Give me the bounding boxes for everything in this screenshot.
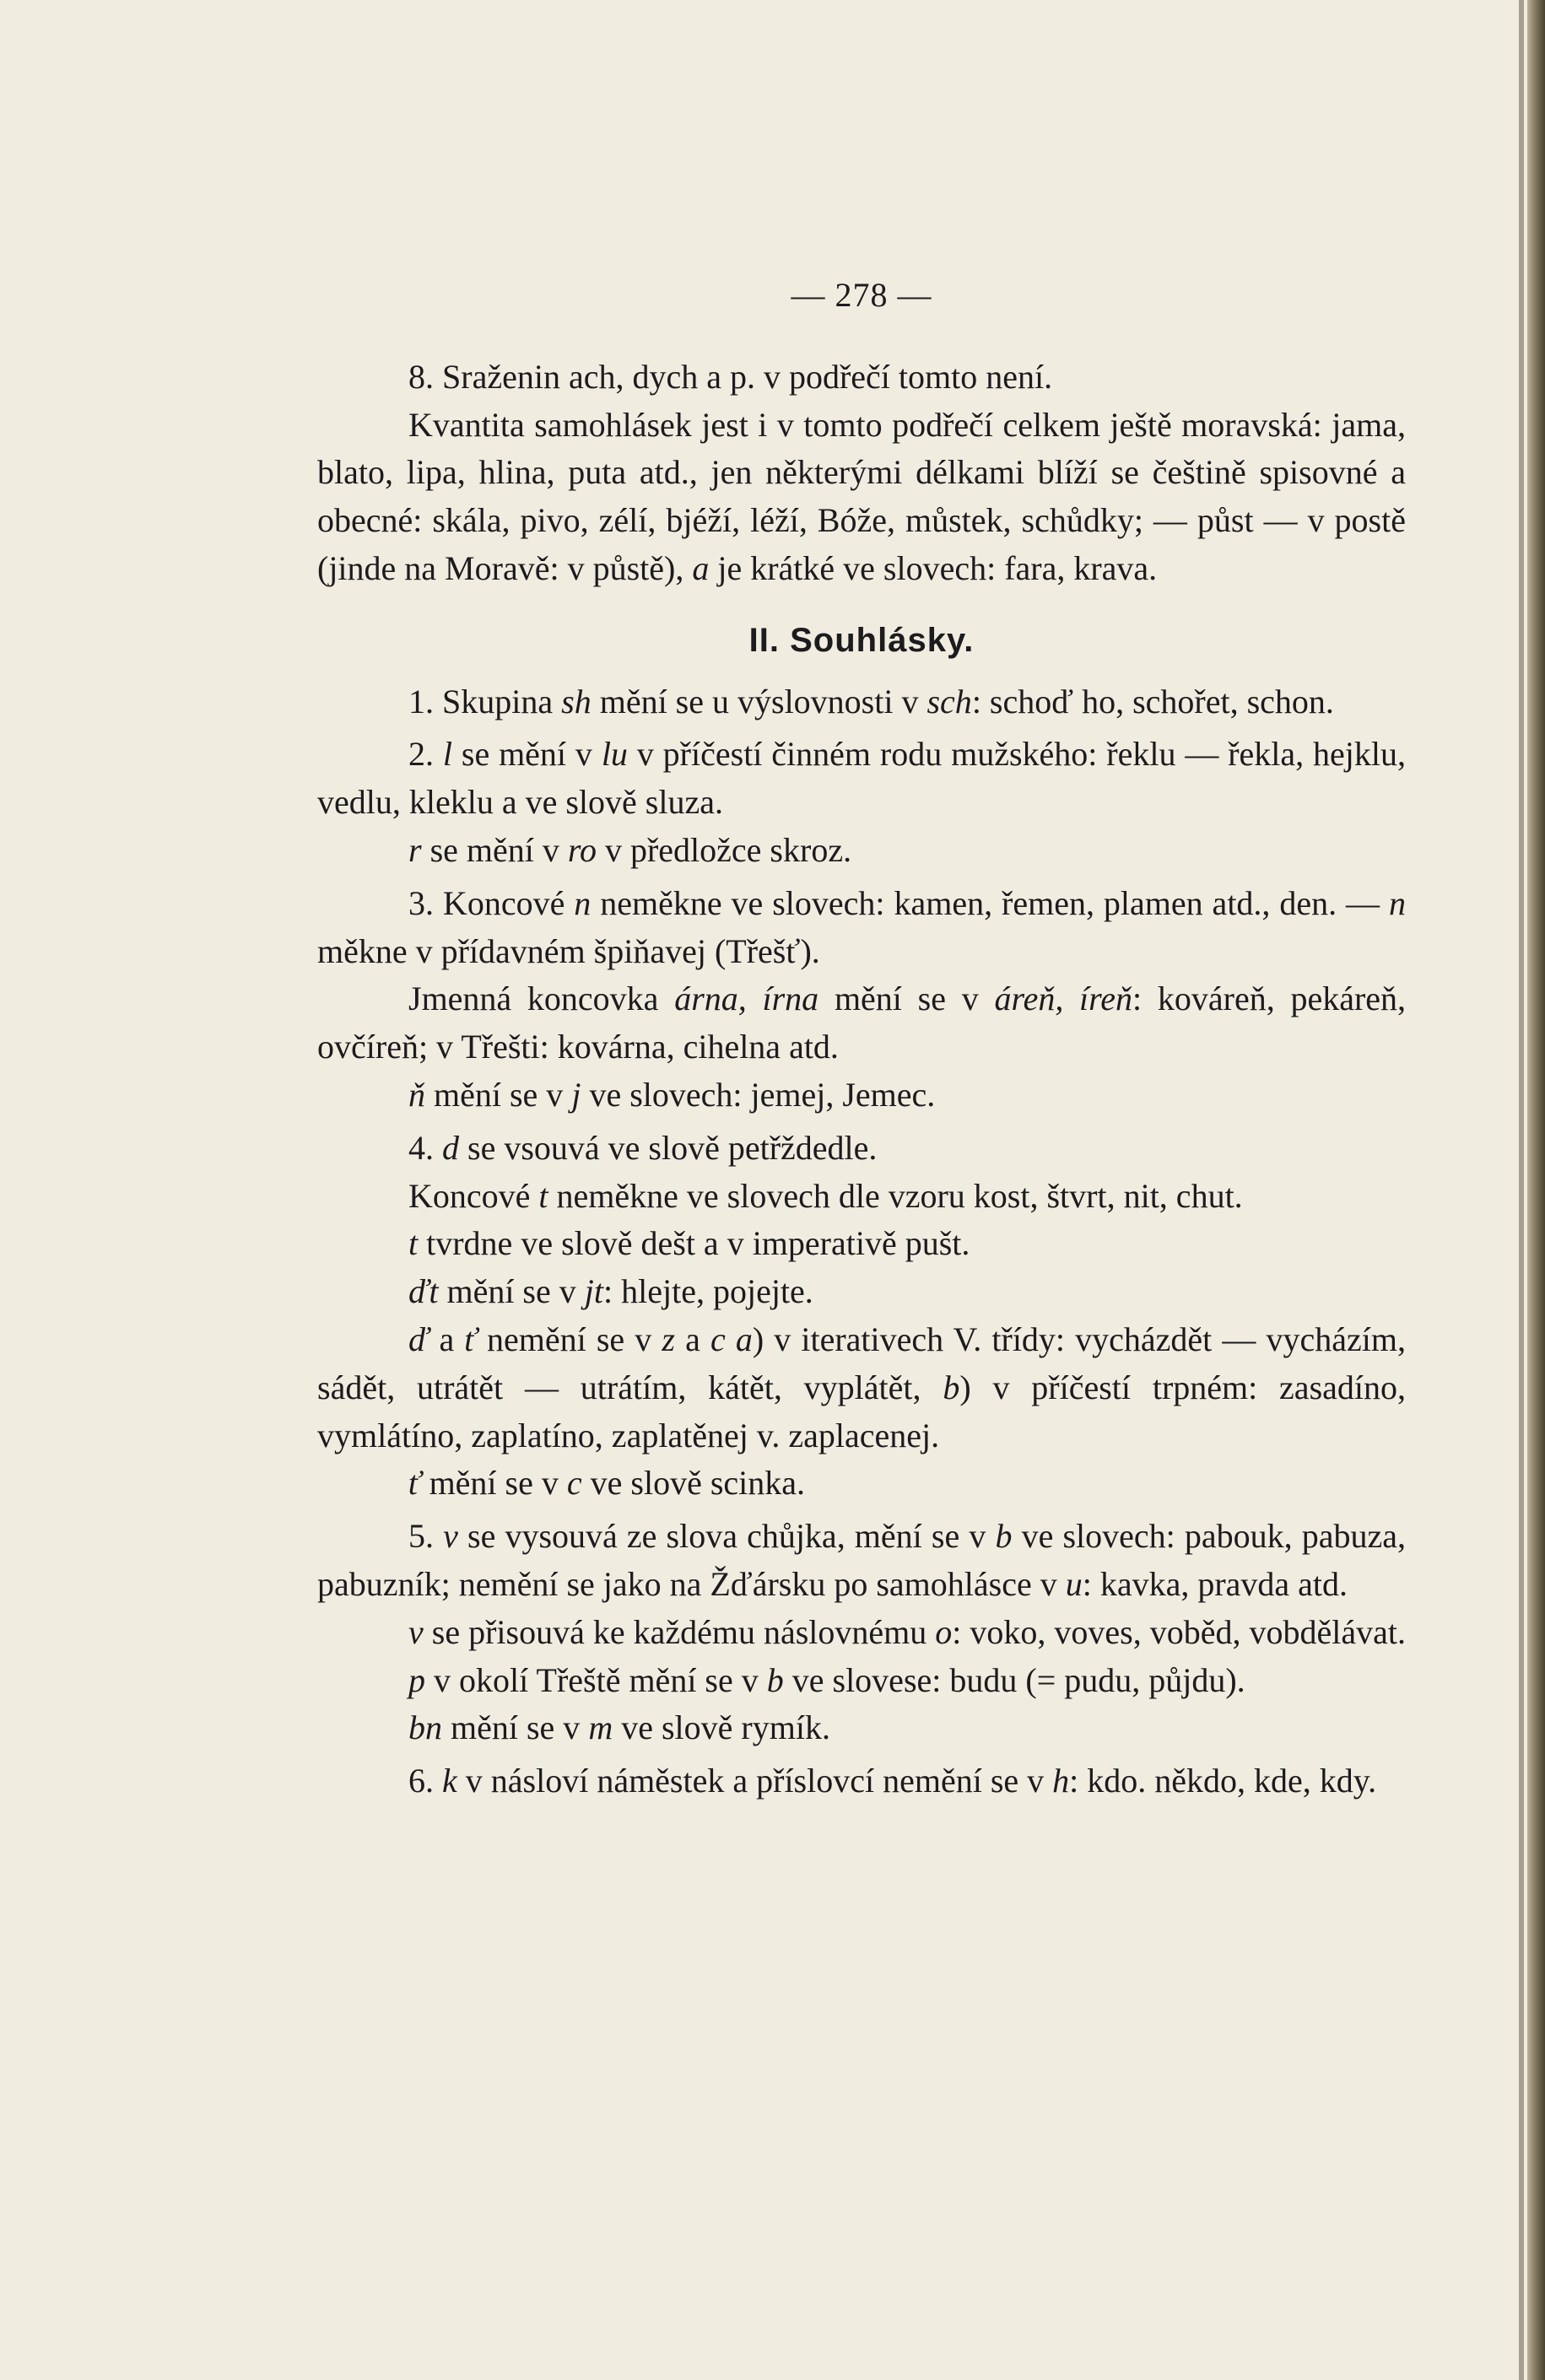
- paragraph-5: 5. v se vysouvá ze slova chůjka, mění se v b ve slovech: pabouk, pabuza, pabuzník; nemění se jako na Žďársku po samohlásce v u: kavka, pravda atd.: [317, 1517, 1407, 1603]
- paragraph-r: r se mění v ro v předložce skroz.: [408, 830, 852, 869]
- paragraph-bn: bn mění se v m ve slově rymík.: [408, 1708, 830, 1747]
- paragraph-n: ň mění se v j ve slovech: jemej, Jemec.: [408, 1075, 936, 1114]
- page-edge-shadow: [1519, 0, 1524, 2380]
- paragraph-t: t tvrdne ve slově dešt a v imperativě pušt.: [408, 1224, 970, 1263]
- paragraph-t-c: ť mění se v c ve slově scinka.: [408, 1464, 806, 1503]
- paragraph-d-t: ď a ť nemění se v z a c a) v iterativech V. třídy: vycházdět — vycházím, sádět, utrátět — utrátím, kátět, vyplátět, b) v příčestí trpném: zasadíno, vymlátíno, zaplatíno, zaplatěnej v. zaplacenej.: [317, 1320, 1406, 1454]
- paragraph-v: v se přisouvá ke každému náslovnému o: voko, voves, voběd, vobdělávat.: [408, 1612, 1406, 1651]
- paragraph-koncove-t: Koncové t neměkne ve slovech dle vzoru kost, štvrt, nit, chut.: [408, 1176, 1243, 1215]
- page-number: — 278 —: [791, 276, 932, 314]
- paragraph-kvantita: Kvantita samohlásek jest i v tomto podřečí celkem ještě moravská: jama, blato, lipa, hlina, puta atd., jen některými délkami blíží se češtině spisovné a obecné: skála, pivo, zélí, bjéží, léží, Bóže, můstek, schůdky; — půst — v postě (jinde na Moravě: v půstě), a je krátké ve slovech: fara, krava.: [317, 405, 1406, 587]
- paragraph-2: 2. l se mění v lu v příčestí činném rodu mužského: řeklu — řekla, hejklu, vedlu, kleklu a ve slově sluza.: [317, 735, 1407, 822]
- paragraph-dt: ďt mění se v jt: hlejte, pojejte.: [408, 1272, 813, 1311]
- book-edge: [1527, 0, 1545, 2380]
- page-text: [317, 272, 1406, 1805]
- paragraph-4: 4. d se vsouvá ve slově petřždedle.: [408, 1128, 878, 1167]
- paragraph-3: 3. Koncové n neměkne ve slovech: kamen, řemen, plamen atd., den. — n měkne v přídavném špiňavej (Třešť).: [317, 883, 1406, 970]
- paragraph-jmenna: Jmenná koncovka árna, írna mění se v áreň, íreň: kováreň, pekáreň, ovčíreň; v Třešti: kovárna, cihelna atd.: [317, 980, 1407, 1066]
- section-heading: II. Souhlásky.: [748, 621, 975, 659]
- paragraph-8: 8. Sraženin ach, dych a p. v podřečí tomto není.: [408, 357, 1053, 396]
- paragraph-1: 1. Skupina sh mění se u výslovnosti v sch: schoď ho, schořet, schon.: [408, 682, 1334, 720]
- paragraph-p: p v okolí Třeště mění se v b ve slovese: budu (= pudu, půjdu).: [408, 1660, 1245, 1699]
- paragraph-6: 6. k v násloví náměstek a příslovcí nemění se v h: kdo. někdo, kde, kdy.: [408, 1762, 1377, 1800]
